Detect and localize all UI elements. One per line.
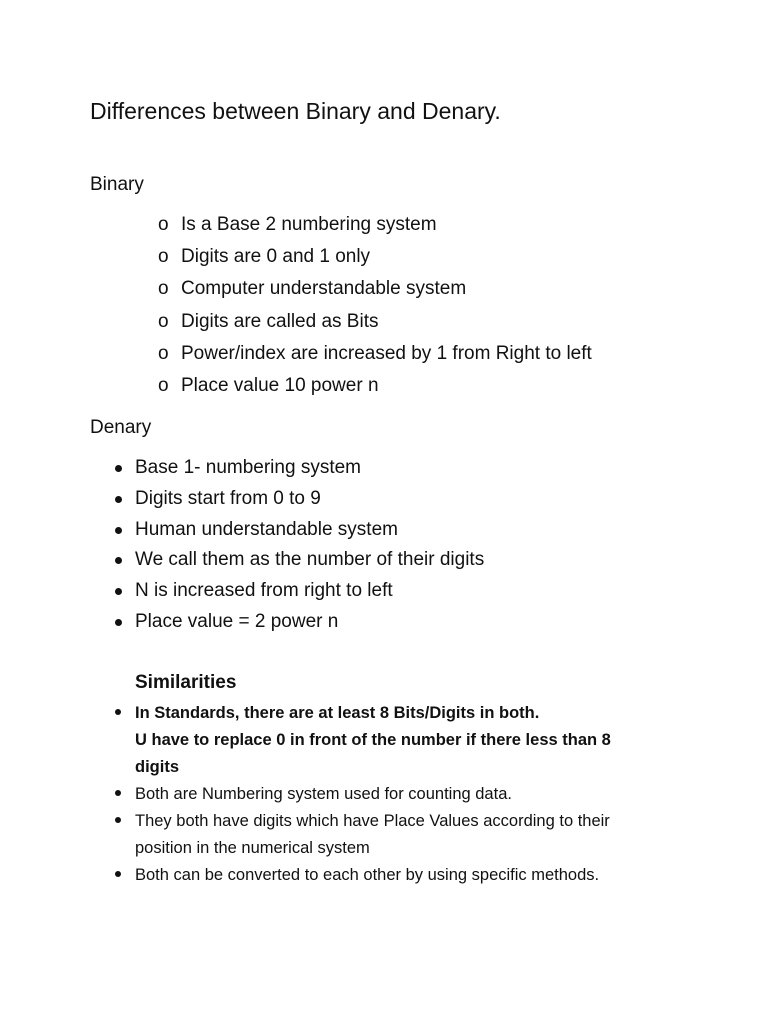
list-item-text: We call them as the number of their digits (135, 549, 485, 571)
bullet-icon (115, 709, 121, 715)
list-item-text: Place value = 2 power n (135, 610, 339, 632)
bullet-icon (115, 496, 122, 503)
list-item (158, 273, 592, 305)
circle-bullet-icon: o (158, 310, 169, 332)
list-item-text: Power/index are increased by 1 from Right to left (181, 342, 592, 364)
document-title: Differences between Binary and Denary. (90, 98, 501, 124)
bullet-icon (115, 588, 122, 595)
denary-list (113, 453, 484, 638)
list-item-text: Place value 10 power n (181, 374, 379, 396)
bullet-icon (115, 790, 121, 796)
list-item-text: Digits are 0 and 1 only (181, 246, 371, 268)
list-item (158, 209, 592, 241)
list-item-line: Both are Numbering system used for counting data. (135, 785, 512, 803)
denary-heading: Denary (90, 417, 152, 438)
list-item (158, 338, 592, 370)
binary-list (158, 209, 592, 402)
list-item (113, 484, 484, 515)
bullet-icon (115, 527, 122, 534)
list-item (158, 370, 592, 402)
list-item (158, 306, 592, 338)
list-item (113, 781, 673, 808)
bullet-icon (115, 465, 122, 472)
circle-bullet-icon: o (158, 246, 169, 268)
list-item-line: In Standards, there are at least 8 Bits/Digits in both. (135, 704, 540, 722)
list-item-line: digits (135, 758, 179, 776)
list-item-text: Base 1- numbering system (135, 457, 361, 478)
list-item (113, 576, 484, 607)
circle-bullet-icon: o (158, 278, 169, 300)
circle-bullet-icon: o (158, 342, 169, 364)
list-item-text: Is a Base 2 numbering system (181, 214, 437, 235)
list-item-text: Digits are called as Bits (181, 310, 379, 332)
list-item-text: Computer understandable system (181, 278, 467, 300)
list-item (158, 241, 592, 273)
list-item (113, 808, 673, 862)
list-item (113, 700, 673, 781)
list-item-line: position in the numerical system (135, 839, 370, 857)
list-item-line: They both have digits which have Place Values according to their (135, 812, 610, 830)
bullet-icon (115, 871, 121, 877)
list-item (113, 453, 484, 484)
circle-bullet-icon: o (158, 214, 169, 235)
bullet-icon (115, 817, 121, 823)
bullet-icon (115, 619, 122, 626)
circle-bullet-icon: o (158, 374, 169, 396)
list-item-line: U have to replace 0 in front of the number if there less than 8 (135, 731, 611, 749)
similarities-heading: Similarities (135, 672, 237, 693)
list-item (113, 515, 484, 546)
list-item-text: Digits start from 0 to 9 (135, 487, 321, 509)
bullet-icon (115, 557, 122, 564)
list-item-line: Both can be converted to each other by using specific methods. (135, 866, 600, 884)
list-item-text: Human understandable system (135, 518, 398, 540)
list-item-text: N is increased from right to left (135, 580, 393, 602)
similarities-list (113, 700, 673, 889)
list-item (113, 607, 484, 638)
list-item (113, 862, 673, 889)
binary-heading: Binary (90, 174, 144, 195)
list-item (113, 545, 484, 576)
